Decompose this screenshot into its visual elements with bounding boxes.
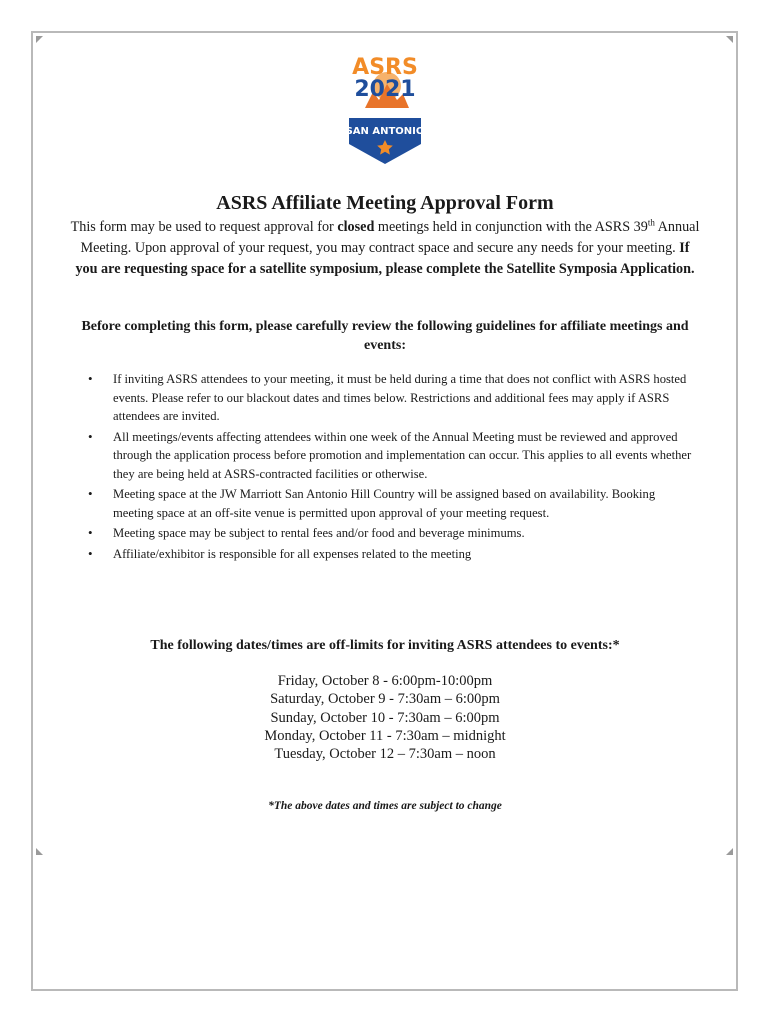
offlimits-heading: The following dates/times are off-limits for inviting ASRS attendees to events:*	[150, 638, 620, 653]
list-item	[88, 370, 698, 426]
guideline-text: All meetings/events affecting attendees within one week of the Annual Meeting must be reviewed and approved through the application process before promotion and implementation can occur. This applies to all events whether they are being held at ASRS-contracted facilities or otherwise.	[113, 429, 692, 481]
logo-line1: ASRS	[352, 55, 418, 80]
bullet-icon: •	[88, 486, 93, 501]
guideline-text: Affiliate/exhibitor is responsible for all expenses related to the meeting	[113, 546, 472, 561]
list-item	[88, 428, 698, 484]
intro-text-3: Annual Meeting. Upon approval of your request, you may contract space and secure any needs for your meeting.	[80, 219, 700, 256]
bullet-icon: •	[88, 428, 93, 444]
intro-satellite-note: If you are requesting space for a satellite symposium, please complete the Satellite Symposia Application.	[75, 240, 695, 277]
intro-paragraph	[70, 217, 700, 280]
list-item	[88, 545, 698, 564]
blackout-date: Friday, October 8 - 6:00pm-10:00pm	[277, 673, 493, 689]
guidelines-heading: Before completing this form, please carefully review the following guidelines for affiliate meetings and events:	[81, 319, 689, 353]
corner-mark-top-right	[726, 36, 733, 43]
intro-text-1: This form may be used to request approval for	[70, 219, 338, 235]
intro-ordinal-suffix: th	[647, 217, 655, 228]
list-item	[88, 485, 698, 522]
corner-mark-top-left	[36, 36, 43, 43]
corner-mark-bottom-right	[726, 848, 733, 855]
guidelines-list	[88, 370, 698, 565]
logo-line2: 2021	[354, 77, 416, 102]
form-title: ASRS Affiliate Meeting Approval Form	[216, 192, 554, 214]
intro-closed-emphasis: closed	[337, 219, 375, 235]
guideline-text: If inviting ASRS attendees to your meeting, it must be held during a time that does not conflict with ASRS hosted events. Please refer to our blackout dates and times below. Restrictions and additional fees may apply if ASRS attendees are invited.	[113, 372, 687, 423]
bullet-icon: •	[88, 545, 93, 561]
blackout-date: Monday, October 11 - 7:30am – midnight	[264, 727, 506, 744]
intro-text-2: meetings held in conjunction with the ASRS 39	[374, 219, 648, 235]
guideline-text: Meeting space at the JW Marriott San Antonio Hill Country will be assigned based on availability. Booking meeting space at an off-site venue is permitted upon approval of your meeting request.	[113, 487, 656, 520]
bullet-icon: •	[88, 371, 93, 386]
blackout-date: Saturday, October 9 - 7:30am – 6:00pm	[270, 691, 500, 708]
blackout-date: Sunday, October 10 - 7:30am – 6:00pm	[270, 709, 500, 726]
logo-line3: SAN ANTONIO	[345, 126, 425, 137]
blackout-date: Tuesday, October 12 – 7:30am – noon	[274, 746, 496, 763]
guideline-text: Meeting space may be subject to rental fees and/or food and beverage minimums.	[113, 526, 525, 540]
bullet-icon: •	[88, 525, 93, 540]
blackout-dates-list	[0, 672, 770, 763]
asrs-2021-logo	[345, 48, 425, 166]
change-disclaimer: *The above dates and times are subject to change	[268, 800, 502, 812]
corner-mark-bottom-left	[36, 848, 43, 855]
list-item	[88, 524, 698, 543]
